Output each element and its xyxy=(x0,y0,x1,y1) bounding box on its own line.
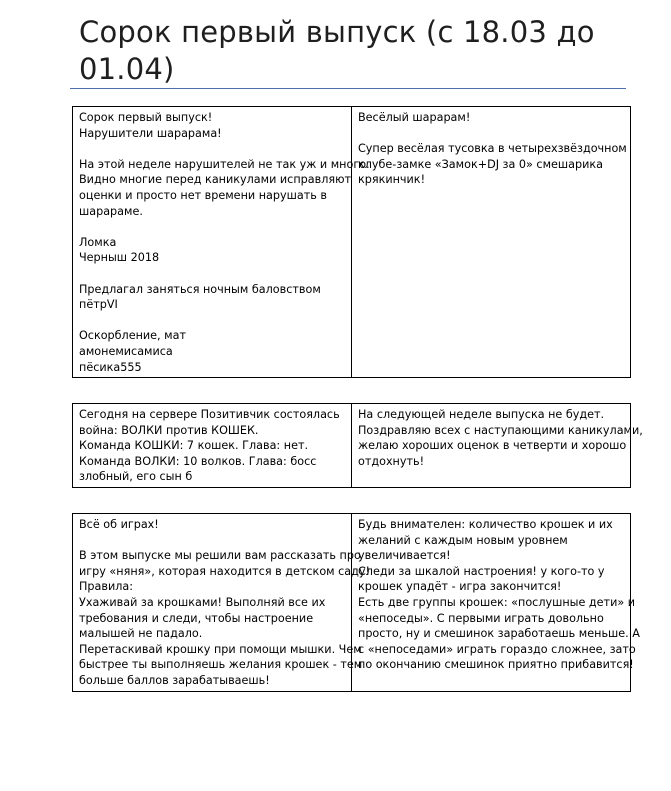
text-line: Сегодня на сервере Позитивчик состоялась xyxy=(79,408,340,421)
text-line: война: ВОЛКИ против КОШЕК. xyxy=(79,423,259,437)
text-line: На следующей неделе выпуска не будет. xyxy=(358,408,605,421)
text-line: На этой неделе нарушителей не так уж и много. xyxy=(79,157,370,171)
text-line: Оскорбление, мат xyxy=(79,329,186,343)
war-cell xyxy=(73,404,352,488)
blank-line xyxy=(79,219,345,235)
text-line: Черныш 2018 xyxy=(79,251,160,265)
title-divider xyxy=(70,88,626,89)
text-line: отдохнуть! xyxy=(358,454,425,468)
games-cell xyxy=(73,514,371,692)
text-line: требования и следи, чтобы настроение xyxy=(79,611,314,625)
text-line: пёсика555 xyxy=(79,360,142,374)
blank-line xyxy=(79,141,345,157)
text-line: Перетаскивай крошку при помощи мышки. Чем xyxy=(79,642,362,656)
title-line-1: Сорок первый выпуск (с 18.03 до xyxy=(79,15,595,49)
news-table-2 xyxy=(72,403,643,488)
text-line: Нарушители шарарама! xyxy=(79,126,222,140)
text-line: по окончанию смешинок приятно прибавится! xyxy=(358,658,634,672)
blank-line xyxy=(79,266,345,282)
text-line: Команда ВОЛКИ: 10 волков. Глава: босс xyxy=(79,454,317,468)
party-cell xyxy=(352,107,631,378)
text-line: клубе-замке «Замок+DJ за 0» смешарика xyxy=(358,157,603,171)
text-line: просто, ну и смешинок заработаешь меньше. А xyxy=(358,627,640,641)
text-line: Всё об играх! xyxy=(79,518,159,531)
text-line: шарараме. xyxy=(79,204,143,218)
text-line: Ухаживай за крошками! Выполняй все их xyxy=(79,595,326,609)
text-line: игру «няня», которая находится в детском саду! xyxy=(79,564,371,578)
text-line: увеличивается! xyxy=(358,549,451,563)
page-title xyxy=(79,14,619,88)
text-line: злобный, его сын б xyxy=(79,470,193,484)
text-line: желаний с каждым новым уровнем xyxy=(358,533,568,547)
game-tips-cell xyxy=(352,514,640,692)
text-line: с «непоседами» играть гораздо сложнее, зато xyxy=(358,642,636,656)
text-line: крякинчик! xyxy=(358,173,426,187)
announcement-cell xyxy=(352,404,643,488)
text-line: быстрее ты выполняешь желания крошек - тем xyxy=(79,658,363,672)
text-line: Сорок первый выпуск! xyxy=(79,111,213,124)
text-line: Правила: xyxy=(79,580,134,594)
text-line: Следи за шкалой настроения! у кого-то у xyxy=(358,564,605,578)
title-line-2: 01.04) xyxy=(79,52,175,86)
violators-cell xyxy=(73,107,370,378)
text-line: желаю хороших оценок в четверти и хорошо xyxy=(358,439,627,453)
blank-line xyxy=(358,126,624,142)
text-line: Ломка xyxy=(79,235,117,249)
text-line: Предлагал заняться ночным баловством xyxy=(79,282,321,296)
text-line: пётрVI xyxy=(79,298,118,312)
text-line: Видно многие перед каникулами исправляют xyxy=(79,173,352,187)
text-line: Весёлый шарарам! xyxy=(358,111,471,124)
text-line: Супер весёлая тусовка в четырехзвёздочном xyxy=(358,142,627,156)
text-line: Поздравляю всех с наступающими каникулами, xyxy=(358,423,643,437)
text-line: Есть две группы крошек: «послушные дети» и xyxy=(358,595,636,609)
blank-line xyxy=(79,313,345,329)
news-table-3 xyxy=(72,513,640,692)
text-line: оценки и просто нет времени нарушать в xyxy=(79,188,327,202)
text-line: амонемисамиса xyxy=(79,344,173,358)
text-line: Команда КОШКИ: 7 кошек. Глава: нет. xyxy=(79,439,309,453)
text-line: малышей не падало. xyxy=(79,627,203,641)
text-line: «непоседы». С первыми играть довольно xyxy=(358,611,604,625)
text-line: больше баллов зарабатываешь! xyxy=(79,673,270,687)
text-line: крошек упадёт - игра закончится! xyxy=(358,580,562,594)
text-line: В этом выпуске мы решили вам рассказать про xyxy=(79,549,361,563)
blank-line xyxy=(79,533,345,549)
text-line: Будь внимателен: количество крошек и их xyxy=(358,518,613,531)
news-table-1 xyxy=(72,106,631,378)
